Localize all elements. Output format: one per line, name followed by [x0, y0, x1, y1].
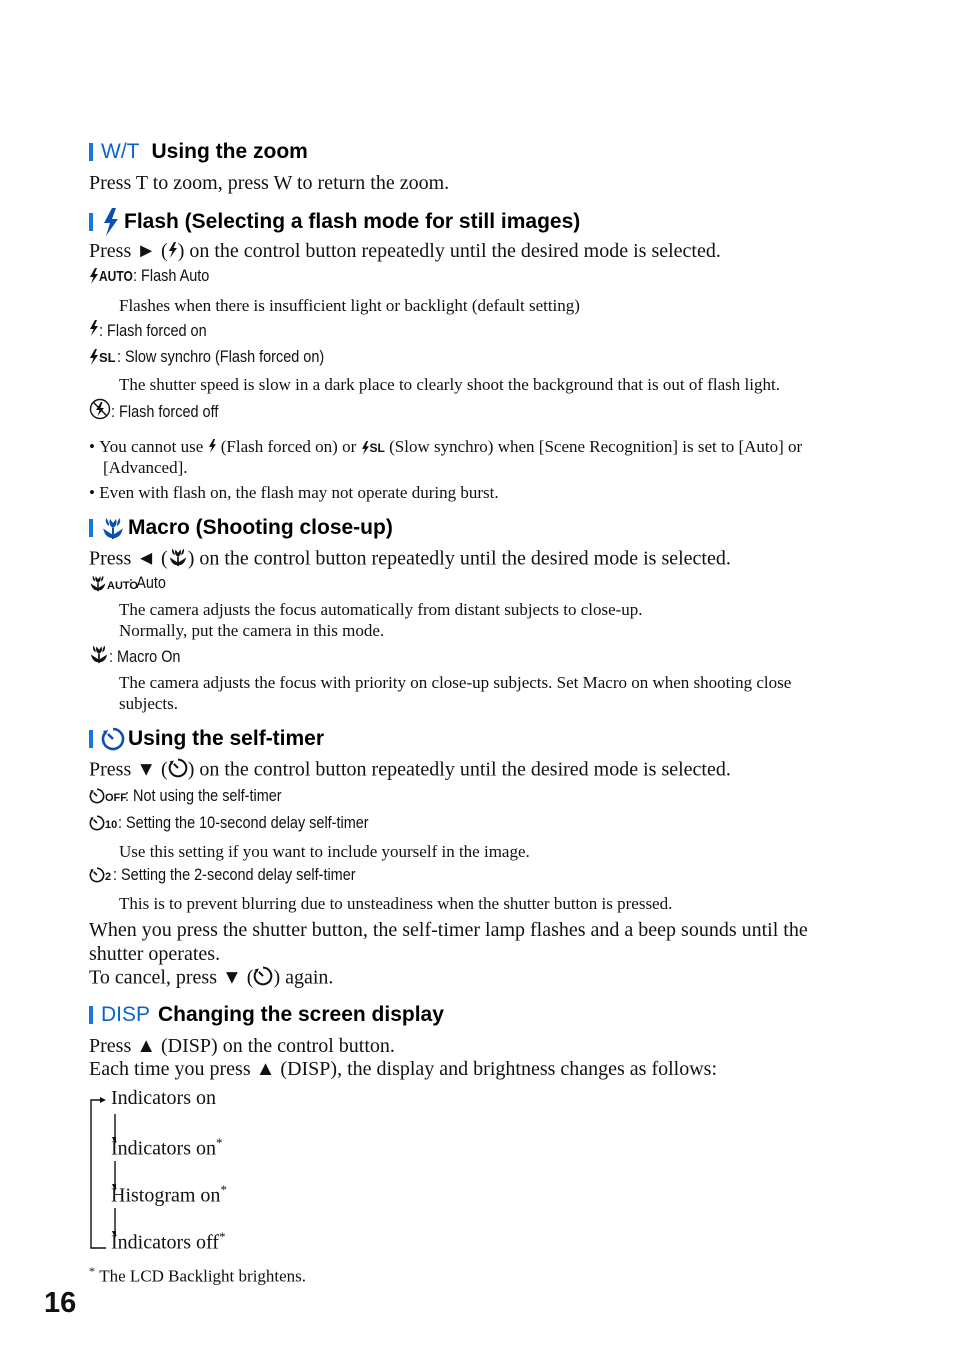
- macro-heading-text: Macro (Shooting close-up): [128, 516, 393, 539]
- flash-press-pre: Press ► (: [89, 240, 168, 262]
- disp-flow-step-4: Indicators off*: [111, 1229, 226, 1254]
- disp-line-1: Press ▲ (DISP) on the control button.: [89, 1035, 395, 1057]
- flash-slow-synchro-icon: SL: [89, 349, 117, 365]
- flash-auto-desc: Flashes when there is insufficient light or backlight (default setting): [119, 296, 580, 315]
- timer-press-line: Press ▼ ( ) on the control button repeatedly until the desired mode is selected.: [89, 758, 731, 784]
- flash-slow-synchro-icon: SL: [361, 441, 385, 455]
- flash-press-line: [89, 240, 721, 264]
- disp-line-2: Each time you press ▲ (DISP), the display and brightness changes as follows:: [89, 1058, 718, 1080]
- heading-bar: [89, 519, 93, 537]
- timer-2-mode: [89, 865, 398, 885]
- page-number: 16: [44, 1287, 77, 1319]
- flash-auto-label: : Flash Auto: [133, 266, 210, 285]
- flash-slow-desc: The shutter speed is slow in a dark place to clearly shoot the background that is out of flash light.: [119, 375, 780, 394]
- macro-on-desc-1: The camera adjusts the focus with priority on close-up subjects. Set Macro on when shooting close: [119, 673, 792, 692]
- flash-press-post: ) on the control button repeatedly until the desired mode is selected.: [177, 240, 721, 262]
- flash-note-2: • Even with flash on, the flash may not operate during burst.: [89, 483, 499, 502]
- self-timer-icon: [253, 966, 273, 992]
- disp-cycle-diagram: [86, 1094, 116, 1250]
- macro-auto-mode: [89, 573, 172, 593]
- self-timer-icon: [168, 758, 188, 784]
- timer-10-label: : Setting the 10-second delay self-timer: [118, 813, 369, 832]
- flash-icon: [168, 241, 178, 264]
- disp-flow-step-3: Histogram on*: [111, 1182, 227, 1207]
- timer-off-label: : Not using the self-timer: [125, 786, 282, 805]
- flash-off-icon: [89, 398, 111, 425]
- self-timer-2-icon: 2: [89, 867, 113, 883]
- self-timer-off-icon: OFF: [89, 788, 125, 804]
- timer-10-mode: [89, 813, 413, 833]
- flash-note-1-cont: [Advanced].: [103, 458, 188, 477]
- self-timer-10-icon: 10: [89, 815, 118, 831]
- flash-slow-label: : Slow synchro (Flash forced on): [117, 347, 325, 366]
- disp-flow-step-1: Indicators on: [111, 1087, 216, 1109]
- flash-slow-mode: [89, 347, 361, 367]
- flash-forced-on-label: : Flash forced on: [99, 320, 207, 340]
- timer-off-mode: [89, 786, 309, 806]
- flash-note-1: • You cannot use (Flash forced on) or SL (Slow synchro) when [Scene Recognition] is set to [Auto] or: [89, 437, 802, 458]
- timer-2-desc: This is to prevent blurring due to unsteadiness when the shutter button is pressed.: [119, 894, 673, 913]
- heading-bar: [89, 730, 93, 748]
- flash-auto-mode: [89, 266, 223, 286]
- flash-forced-on-icon: [208, 438, 217, 458]
- heading-bar: [89, 143, 93, 161]
- timer-2-label: : Setting the 2-second delay self-timer: [113, 865, 356, 884]
- zoom-wt-label: W/T: [101, 140, 140, 163]
- heading-bar: [89, 1006, 93, 1024]
- macro-tulip-icon: [101, 516, 125, 540]
- flash-forced-on-icon: [89, 320, 99, 341]
- disp-footnote: * The LCD Backlight brightens.: [89, 1264, 307, 1286]
- flash-off-label: : Flash forced off: [111, 401, 219, 421]
- flash-icon: [101, 208, 121, 236]
- flash-heading-text: Flash (Selecting a flash mode for still images): [124, 210, 581, 233]
- macro-press-line: Press ◄ ( ) on the control button repeatedly until the desired mode is selected.: [89, 547, 731, 573]
- macro-auto-label: : Auto: [129, 573, 166, 592]
- macro-on-icon: [89, 644, 109, 669]
- flash-forced-on-mode: [89, 320, 226, 341]
- macro-on-desc-2: subjects.: [119, 694, 179, 713]
- zoom-body: Press T to zoom, press W to return the zoom.: [89, 172, 450, 194]
- timer-cancel-line: To cancel, press ▼ ( ) again.: [89, 966, 333, 992]
- flash-heading: [89, 208, 580, 236]
- zoom-heading: [89, 140, 308, 164]
- disp-heading-text: Changing the screen display: [158, 1003, 444, 1026]
- timer-para-2: shutter operates.: [89, 943, 221, 965]
- macro-tulip-icon: [168, 547, 188, 573]
- macro-on-label: : Macro On: [109, 646, 181, 666]
- timer-heading-text: Using the self-timer: [128, 727, 325, 750]
- flash-auto-icon: AUTO: [89, 267, 133, 285]
- disp-flow-step-2: Indicators on*: [111, 1135, 223, 1160]
- heading-bar: [89, 213, 93, 231]
- zoom-heading-text: Using the zoom: [151, 140, 308, 163]
- flash-off-mode: [89, 398, 237, 425]
- disp-heading: [89, 1003, 444, 1027]
- macro-auto-desc-2: Normally, put the camera in this mode.: [119, 621, 385, 640]
- timer-10-desc: Use this setting if you want to include yourself in the image.: [119, 842, 530, 861]
- macro-auto-icon: AUTO: [89, 574, 129, 592]
- macro-auto-desc-1: The camera adjusts the focus automatically from distant subjects to close-up.: [119, 600, 643, 619]
- macro-heading: [89, 516, 393, 540]
- macro-on-mode: [89, 644, 193, 669]
- self-timer-icon: [101, 727, 125, 751]
- disp-label: DISP: [101, 1003, 151, 1026]
- timer-para-1: When you press the shutter button, the self-timer lamp flashes and a beep sounds until the: [89, 919, 808, 941]
- timer-heading: [89, 727, 324, 751]
